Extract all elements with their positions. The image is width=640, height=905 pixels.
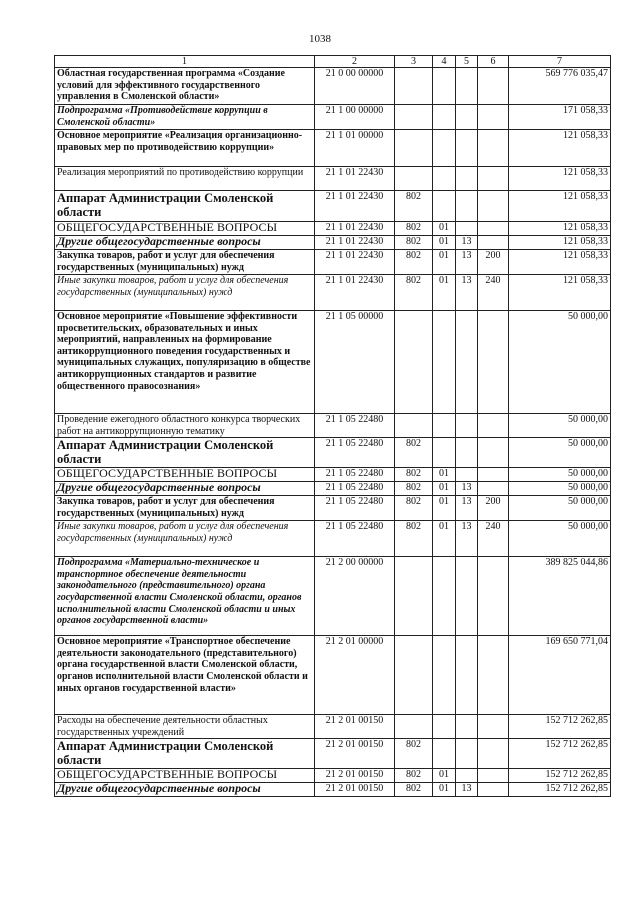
- row-code-cell: 21 2 01 00000: [315, 636, 395, 715]
- table-row: [55, 557, 611, 636]
- row-subsection-cell: 13: [456, 250, 478, 275]
- row-expense-type-cell: [478, 130, 509, 167]
- header-col-4: 4: [433, 56, 456, 68]
- row-code-cell: 21 1 05 22480: [315, 482, 395, 496]
- row-expense-type-cell: [478, 105, 509, 130]
- row-section-cell: [433, 130, 456, 167]
- row-expense-type-cell: 240: [478, 521, 509, 557]
- row-section-cell: [433, 739, 456, 769]
- table-row: [55, 250, 611, 275]
- row-section-cell: [433, 167, 456, 191]
- row-code-cell: 21 1 01 22430: [315, 167, 395, 191]
- row-dept-cell: [395, 130, 433, 167]
- table-row: [55, 167, 611, 191]
- row-expense-type-cell: 200: [478, 250, 509, 275]
- row-name-cell: Расходы на обеспечение деятельности областных государственных учреждений: [55, 715, 315, 739]
- header-col-5: 5: [456, 56, 478, 68]
- row-amount-cell: 50 000,00: [509, 311, 611, 414]
- row-expense-type-cell: 200: [478, 496, 509, 521]
- table-row: [55, 236, 611, 250]
- row-dept-cell: 802: [395, 482, 433, 496]
- row-subsection-cell: [456, 105, 478, 130]
- budget-table: [54, 55, 611, 797]
- row-amount-cell: 50 000,00: [509, 521, 611, 557]
- row-section-cell: [433, 715, 456, 739]
- table-row: [55, 468, 611, 482]
- row-section-cell: [433, 105, 456, 130]
- row-code-cell: 21 1 01 00000: [315, 130, 395, 167]
- row-section-cell: [433, 438, 456, 468]
- row-subsection-cell: [456, 191, 478, 222]
- row-amount-cell: 152 712 262,85: [509, 715, 611, 739]
- row-code-cell: 21 2 01 00150: [315, 769, 395, 783]
- table-row: [55, 636, 611, 715]
- table-row: [55, 739, 611, 769]
- row-name-cell: Аппарат Администрации Смоленской области: [55, 739, 315, 769]
- row-name-cell: Областная государственная программа «Создание условий для эффективного государственного управления в Смоленской области»: [55, 68, 315, 105]
- row-section-cell: 01: [433, 236, 456, 250]
- row-name-cell: Основное мероприятие «Реализация организационно-правовых мер по противодействию коррупции»: [55, 130, 315, 167]
- row-subsection-cell: [456, 167, 478, 191]
- row-subsection-cell: [456, 130, 478, 167]
- row-amount-cell: 389 825 044,86: [509, 557, 611, 636]
- row-name-cell: Иные закупки товаров, работ и услуг для обеспечения государственных (муниципальных) нужд: [55, 275, 315, 311]
- row-name-cell: Другие общегосударственные вопросы: [55, 783, 315, 797]
- row-expense-type-cell: [478, 557, 509, 636]
- row-code-cell: 21 1 01 22430: [315, 275, 395, 311]
- row-code-cell: 21 1 00 00000: [315, 105, 395, 130]
- table-row: [55, 191, 611, 222]
- row-section-cell: 01: [433, 769, 456, 783]
- row-dept-cell: 802: [395, 236, 433, 250]
- row-expense-type-cell: [478, 769, 509, 783]
- page-number: 1038: [309, 33, 331, 45]
- row-amount-cell: 169 650 771,04: [509, 636, 611, 715]
- row-section-cell: 01: [433, 521, 456, 557]
- table-row: [55, 496, 611, 521]
- row-code-cell: 21 1 01 22430: [315, 236, 395, 250]
- row-expense-type-cell: 240: [478, 275, 509, 311]
- table-row: [55, 105, 611, 130]
- row-subsection-cell: [456, 468, 478, 482]
- row-code-cell: 21 0 00 00000: [315, 68, 395, 105]
- row-amount-cell: 171 058,33: [509, 105, 611, 130]
- table-row: [55, 130, 611, 167]
- row-section-cell: 01: [433, 222, 456, 236]
- row-amount-cell: 121 058,33: [509, 275, 611, 311]
- table-row: [55, 783, 611, 797]
- row-name-cell: ОБЩЕГОСУДАРСТВЕННЫЕ ВОПРОСЫ: [55, 222, 315, 236]
- row-code-cell: 21 2 01 00150: [315, 715, 395, 739]
- row-dept-cell: 802: [395, 769, 433, 783]
- row-code-cell: 21 2 00 00000: [315, 557, 395, 636]
- row-subsection-cell: [456, 311, 478, 414]
- table-row: [55, 769, 611, 783]
- row-section-cell: 01: [433, 496, 456, 521]
- row-subsection-cell: [456, 769, 478, 783]
- row-amount-cell: 121 058,33: [509, 222, 611, 236]
- row-dept-cell: 802: [395, 739, 433, 769]
- row-amount-cell: 152 712 262,85: [509, 783, 611, 797]
- table-row: [55, 715, 611, 739]
- row-subsection-cell: 13: [456, 521, 478, 557]
- row-amount-cell: 152 712 262,85: [509, 769, 611, 783]
- header-row: [55, 56, 611, 68]
- row-dept-cell: 802: [395, 250, 433, 275]
- row-amount-cell: 50 000,00: [509, 414, 611, 438]
- row-code-cell: 21 1 01 22430: [315, 222, 395, 236]
- table-row: [55, 68, 611, 105]
- header-col-2: 2: [315, 56, 395, 68]
- row-section-cell: [433, 68, 456, 105]
- row-section-cell: 01: [433, 275, 456, 311]
- row-name-cell: Аппарат Администрации Смоленской области: [55, 191, 315, 222]
- row-amount-cell: 569 776 035,47: [509, 68, 611, 105]
- row-dept-cell: 802: [395, 191, 433, 222]
- row-name-cell: Подпрограмма «Противодействие коррупции в Смоленской области»: [55, 105, 315, 130]
- header-col-6: 6: [478, 56, 509, 68]
- row-amount-cell: 152 712 262,85: [509, 739, 611, 769]
- row-expense-type-cell: [478, 715, 509, 739]
- table-row: [55, 222, 611, 236]
- row-name-cell: Другие общегосударственные вопросы: [55, 236, 315, 250]
- row-amount-cell: 50 000,00: [509, 496, 611, 521]
- row-amount-cell: 50 000,00: [509, 482, 611, 496]
- row-name-cell: Основное мероприятие «Повышение эффективности просветительских, образовательных и иных мероприятий, направленных на формирование антикоррупционного поведения государственных и муниципальных служащих, популяризацию в обществе антикоррупционных стандартов и развитие общественного правосознания»: [55, 311, 315, 414]
- row-name-cell: Подпрограмма «Материально-техническое и транспортное обеспечение деятельности законодательного (представительного) органа государственной власти Смоленской области, органов исполнительной власти Смоленской области и иных органов государственной власти»: [55, 557, 315, 636]
- row-dept-cell: [395, 715, 433, 739]
- row-section-cell: [433, 557, 456, 636]
- row-name-cell: Проведение ежегодного областного конкурса творческих работ на антикоррупционную тематику: [55, 414, 315, 438]
- row-subsection-cell: 13: [456, 496, 478, 521]
- row-subsection-cell: 13: [456, 783, 478, 797]
- row-name-cell: Основное мероприятие «Транспортное обеспечение деятельности законодательного (представительного) органа государственной власти Смоленской области, органов исполнительной власти Смоленской области и иных органов государственной власти»: [55, 636, 315, 715]
- row-subsection-cell: [456, 557, 478, 636]
- table-row: [55, 275, 611, 311]
- row-dept-cell: 802: [395, 438, 433, 468]
- row-expense-type-cell: [478, 783, 509, 797]
- row-code-cell: 21 1 01 22430: [315, 250, 395, 275]
- row-expense-type-cell: [478, 468, 509, 482]
- row-subsection-cell: 13: [456, 236, 478, 250]
- row-code-cell: 21 1 05 00000: [315, 311, 395, 414]
- row-code-cell: 21 1 01 22430: [315, 191, 395, 222]
- row-subsection-cell: [456, 636, 478, 715]
- row-expense-type-cell: [478, 167, 509, 191]
- row-code-cell: 21 2 01 00150: [315, 783, 395, 797]
- row-dept-cell: [395, 105, 433, 130]
- row-name-cell: Закупка товаров, работ и услуг для обеспечения государственных (муниципальных) нужд: [55, 250, 315, 275]
- row-expense-type-cell: [478, 191, 509, 222]
- row-code-cell: 21 1 05 22480: [315, 414, 395, 438]
- row-section-cell: 01: [433, 468, 456, 482]
- row-code-cell: 21 1 05 22480: [315, 438, 395, 468]
- row-dept-cell: 802: [395, 496, 433, 521]
- row-name-cell: Иные закупки товаров, работ и услуг для обеспечения государственных (муниципальных) нужд: [55, 521, 315, 557]
- row-code-cell: 21 1 05 22480: [315, 496, 395, 521]
- row-section-cell: [433, 414, 456, 438]
- row-amount-cell: 121 058,33: [509, 130, 611, 167]
- row-expense-type-cell: [478, 739, 509, 769]
- row-dept-cell: [395, 557, 433, 636]
- row-amount-cell: 50 000,00: [509, 468, 611, 482]
- row-expense-type-cell: [478, 438, 509, 468]
- table-row: [55, 414, 611, 438]
- row-subsection-cell: 13: [456, 482, 478, 496]
- row-expense-type-cell: [478, 414, 509, 438]
- row-amount-cell: 121 058,33: [509, 167, 611, 191]
- row-amount-cell: 121 058,33: [509, 191, 611, 222]
- row-amount-cell: 50 000,00: [509, 438, 611, 468]
- row-dept-cell: 802: [395, 521, 433, 557]
- row-dept-cell: 802: [395, 783, 433, 797]
- row-expense-type-cell: [478, 311, 509, 414]
- row-expense-type-cell: [478, 68, 509, 105]
- row-name-cell: ОБЩЕГОСУДАРСТВЕННЫЕ ВОПРОСЫ: [55, 769, 315, 783]
- row-code-cell: 21 1 05 22480: [315, 468, 395, 482]
- row-dept-cell: [395, 311, 433, 414]
- row-section-cell: [433, 311, 456, 414]
- row-subsection-cell: [456, 715, 478, 739]
- table-row: [55, 438, 611, 468]
- row-expense-type-cell: [478, 636, 509, 715]
- table-row: [55, 311, 611, 414]
- row-subsection-cell: [456, 414, 478, 438]
- row-expense-type-cell: [478, 482, 509, 496]
- header-col-3: 3: [395, 56, 433, 68]
- row-expense-type-cell: [478, 222, 509, 236]
- row-section-cell: [433, 636, 456, 715]
- row-subsection-cell: [456, 222, 478, 236]
- row-name-cell: Другие общегосударственные вопросы: [55, 482, 315, 496]
- row-name-cell: Реализация мероприятий по противодействию коррупции: [55, 167, 315, 191]
- row-dept-cell: 802: [395, 275, 433, 311]
- row-amount-cell: 121 058,33: [509, 236, 611, 250]
- row-name-cell: ОБЩЕГОСУДАРСТВЕННЫЕ ВОПРОСЫ: [55, 468, 315, 482]
- row-dept-cell: 802: [395, 468, 433, 482]
- row-subsection-cell: [456, 438, 478, 468]
- table-row: [55, 482, 611, 496]
- row-name-cell: Закупка товаров, работ и услуг для обеспечения государственных (муниципальных) нужд: [55, 496, 315, 521]
- row-dept-cell: 802: [395, 222, 433, 236]
- row-amount-cell: 121 058,33: [509, 250, 611, 275]
- header-col-1: 1: [55, 56, 315, 68]
- table-row: [55, 521, 611, 557]
- header-col-7: 7: [509, 56, 611, 68]
- row-subsection-cell: [456, 68, 478, 105]
- row-dept-cell: [395, 414, 433, 438]
- row-code-cell: 21 2 01 00150: [315, 739, 395, 769]
- row-section-cell: 01: [433, 783, 456, 797]
- row-subsection-cell: [456, 739, 478, 769]
- row-section-cell: 01: [433, 250, 456, 275]
- row-section-cell: 01: [433, 482, 456, 496]
- row-expense-type-cell: [478, 236, 509, 250]
- table-body: [55, 68, 611, 797]
- row-dept-cell: [395, 636, 433, 715]
- row-subsection-cell: 13: [456, 275, 478, 311]
- row-dept-cell: [395, 68, 433, 105]
- row-code-cell: 21 1 05 22480: [315, 521, 395, 557]
- row-dept-cell: [395, 167, 433, 191]
- row-section-cell: [433, 191, 456, 222]
- row-name-cell: Аппарат Администрации Смоленской области: [55, 438, 315, 468]
